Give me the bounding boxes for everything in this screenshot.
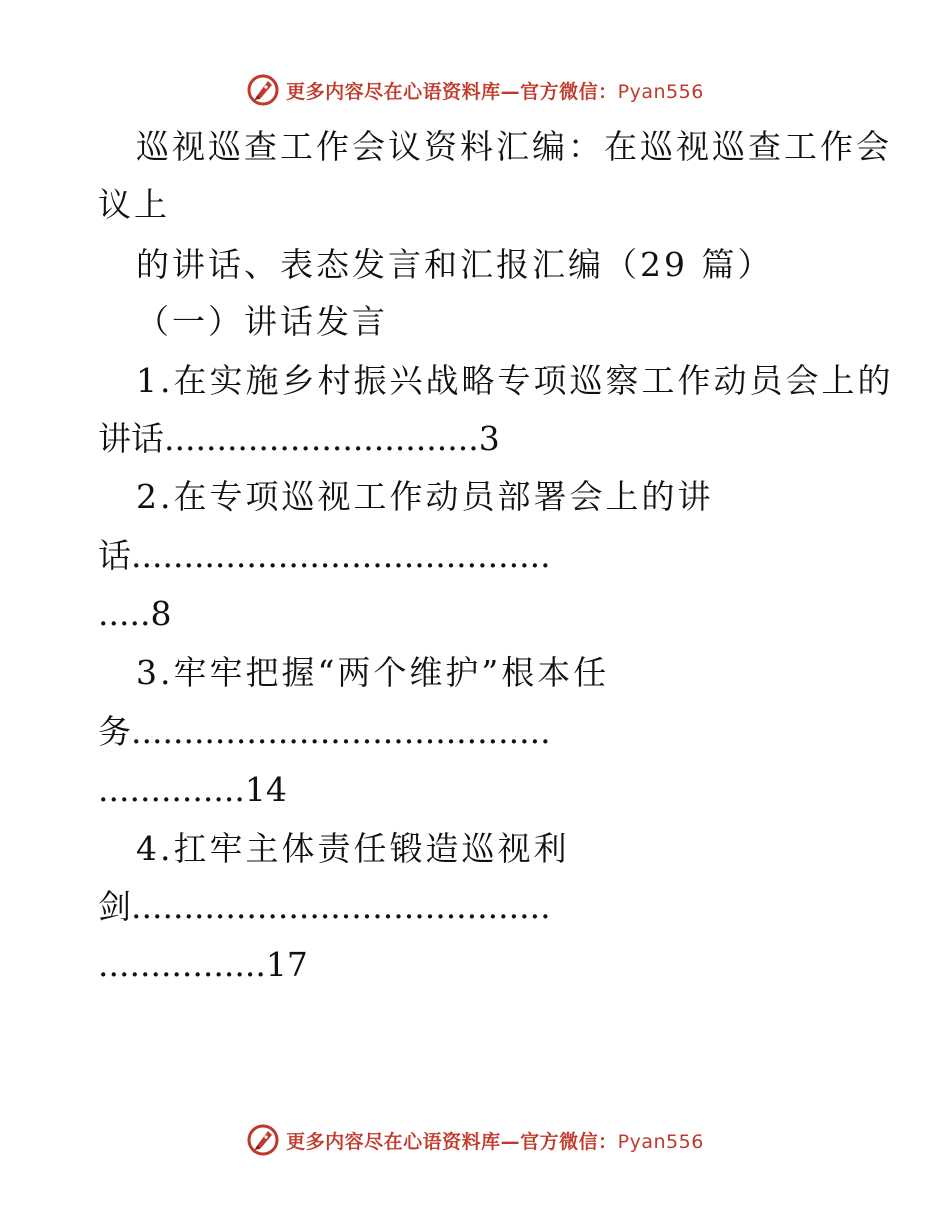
document-title-line-3: 的讲话、表态发言和汇报汇编（29 篇） (136, 245, 774, 284)
toc-entry-4-title[interactable]: 4.扛牢主体责任锻造巡视利 (136, 829, 570, 868)
toc-entry-3-leader[interactable]: 务........................................ (98, 712, 551, 751)
document-title-line-2: 议上 (98, 185, 170, 224)
toc-entry-4-leader[interactable]: 剑........................................ (98, 887, 551, 926)
watermark-handle: Pyan556 (617, 80, 704, 103)
toc-entry-4-page[interactable]: ................17 (98, 945, 308, 984)
toc-entry-2-leader[interactable]: 话........................................ (98, 536, 551, 575)
document-title-line-1: 巡视巡查工作会议资料汇编：在巡视巡查工作会 (136, 127, 892, 166)
watermark-label-footer: 更多内容尽在心语资料库—官方微信： (286, 1130, 618, 1153)
toc-entry-1-title[interactable]: 1.在实施乡村振兴战略专项巡察工作动员会上的 (136, 361, 894, 400)
toc-entry-3-page[interactable]: ..............14 (98, 770, 287, 809)
pen-nib-logo-icon (246, 1123, 280, 1157)
watermark-text-footer (286, 1127, 704, 1154)
watermark-handle-footer: Pyan556 (617, 1130, 704, 1153)
watermark-text (286, 77, 704, 104)
footer-watermark (0, 1118, 950, 1162)
watermark-group (246, 73, 704, 107)
section-heading: （一）讲话发言 (136, 302, 388, 341)
watermark-group-footer (246, 1123, 704, 1157)
header-watermark (0, 68, 950, 112)
watermark-label: 更多内容尽在心语资料库—官方微信： (286, 80, 618, 103)
toc-entry-2-title[interactable]: 2.在专项巡视工作动员部署会上的讲 (136, 477, 714, 516)
pen-nib-logo-icon (246, 73, 280, 107)
toc-entry-2-page[interactable]: .....8 (98, 594, 172, 633)
toc-entry-1-leader[interactable]: 讲话..............................3 (98, 419, 500, 458)
toc-entry-3-title[interactable]: 3.牢牢把握“两个维护”根本任 (136, 653, 610, 692)
